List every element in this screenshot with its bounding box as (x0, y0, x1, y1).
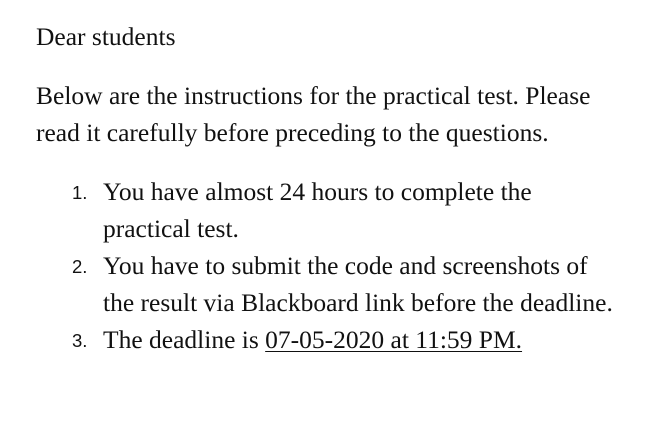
list-item-text: The deadline is (103, 325, 266, 354)
deadline-date: 07-05-2020 at 11:59 PM. (265, 325, 523, 354)
greeting: Dear students (36, 22, 176, 51)
list-item (36, 321, 623, 358)
list-item-text: You have almost 24 hours to complete the practical test. (103, 177, 532, 243)
list-item (36, 247, 623, 321)
instructions-list (36, 173, 636, 358)
intro-paragraph: Below are the instructions for the practical test. Please read it carefully before preceding to the questions. (36, 81, 591, 147)
list-item-number: 3. (72, 330, 88, 351)
list-item-text: You have to submit the code and screenshots of the result via Blackboard link before the deadline. (103, 251, 613, 317)
list-item (36, 173, 623, 247)
message-body (36, 18, 636, 358)
list-item-number: 2. (72, 256, 88, 277)
list-item-number: 1. (72, 182, 88, 203)
